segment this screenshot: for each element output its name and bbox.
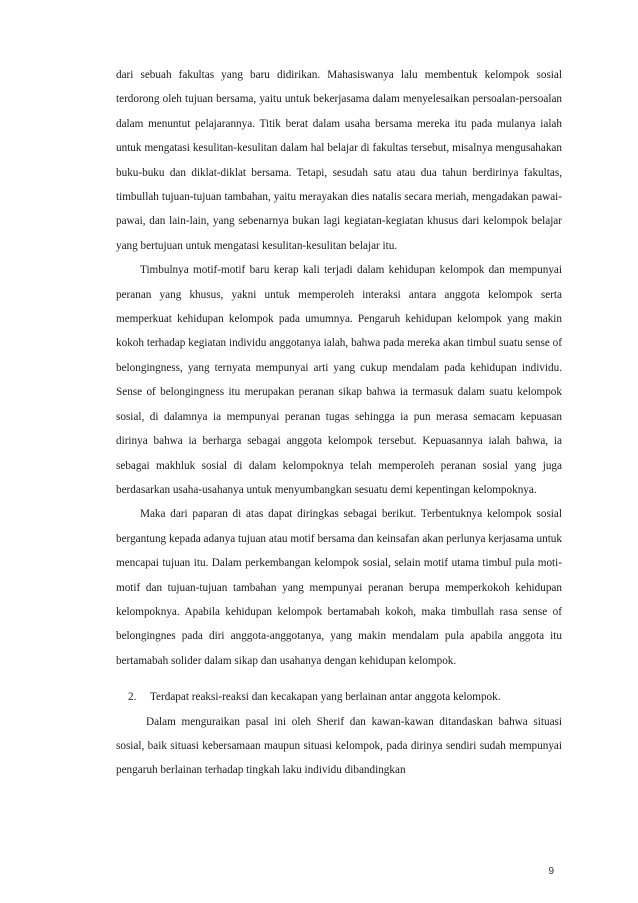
list-item [116,685,562,709]
paragraph-3: Maka dari paparan di atas dapat diringkas sebagai berikut. Terbentuknya kelompok sosial bergantung kepada adanya tujuan atau motif bersama dan keinsafan akan perlunya kerjasama untuk mencapai tujuan itu. Dalam perkembangan kelompok sosial, selain motif utama timbul pula moti-motif dan tujuan-tujuan tambahan yang mempunyai peranan berupa memperkokoh kehidupan kelompoknya. Apabila kehidupan kelompok bertamabah kokoh, maka timbullah rasa sense of belongingnes pada diri anggota-anggotanya, yang makin mendalam pula apabila anggota itu bertamabah solider dalam sikap dan usahanya dengan kehidupan kelompok. [116,508,562,667]
paragraph-4: Dalam menguraikan pasal ini oleh Sherif dan kawan-kawan ditandaskan bahwa situasi sosial, baik situasi kebersamaan maupun situasi kelompok, pada dirinya sendiri sudah mempunyai pengaruh berlainan terhadap tingkah laku individu dibandingkan [116,715,562,777]
body-text [116,63,562,783]
paragraph-1: dari sebuah fakultas yang baru didirikan. Mahasiswanya lalu membentuk kelompok sosial terdorong oleh tujuan bersama, yaitu untuk bekerjasama dalam menyelesaikan persoalan-persoalan dalam menuntut pelajarannya. Titik berat dalam usaha bersama mereka itu pada mulanya ialah untuk mengatasi kesulitan-kesulitan dalam hal belajar di fakultas tersebut, misalnya mengusahakan buku-buku dan diklat-diklat bersama. Tetapi, sesudah satu atau dua tahun berdirinya fakultas, timbullah tujuan-tujuan tambahan, yaitu merayakan dies natalis secara meriah, mengadakan pawai-pawai, dan lain-lain, yang sebenarnya bukan lagi kegiatan-kegiatan khusus dari kelompok belajar yang bertujuan untuk mengatasi kesulitan-kesulitan belajar itu. [116,69,562,252]
page-number: 9 [548,866,554,877]
list-number: 2. [128,691,137,704]
paragraph-2: Timbulnya motif-motif baru kerap kali terjadi dalam kehidupan kelompok dan mempunyai peranan yang khusus, yakni untuk memperoleh interaksi antara anggota kelompok serta memperkuat kehidupan kelompok pada umumnya. Pengaruh kehidupan kelompok yang makin kokoh terhadap kegiatan individu anggotanya ialah, bahwa pada mereka akan timbul suatu sense of belongingness, yang ternyata mempunyai arti yang cukup mendalam pada kehidupan individu. Sense of belongingness itu merupakan peranan sikap bahwa ia termasuk dalam suatu kelompok sosial, di dalamnya ia mempunyai peranan tugas sehingga ia pun merasa semacam kepuasan dirinya bahwa ia berharga sebagai anggota kelompok tersebut. Kepuasannya ialah bahwa, ia sebagai makhluk sosial di dalam kelompoknya telah memperoleh peranan sosial yang juga berdasarkan usaha-usahanya untuk menyumbangkan sesuatu demi kepentingan kelompoknya. [116,264,562,496]
list-item-text: Terdapat reaksi-reaksi dan kecakapan yang berlainan antar anggota kelompok. [150,691,501,704]
